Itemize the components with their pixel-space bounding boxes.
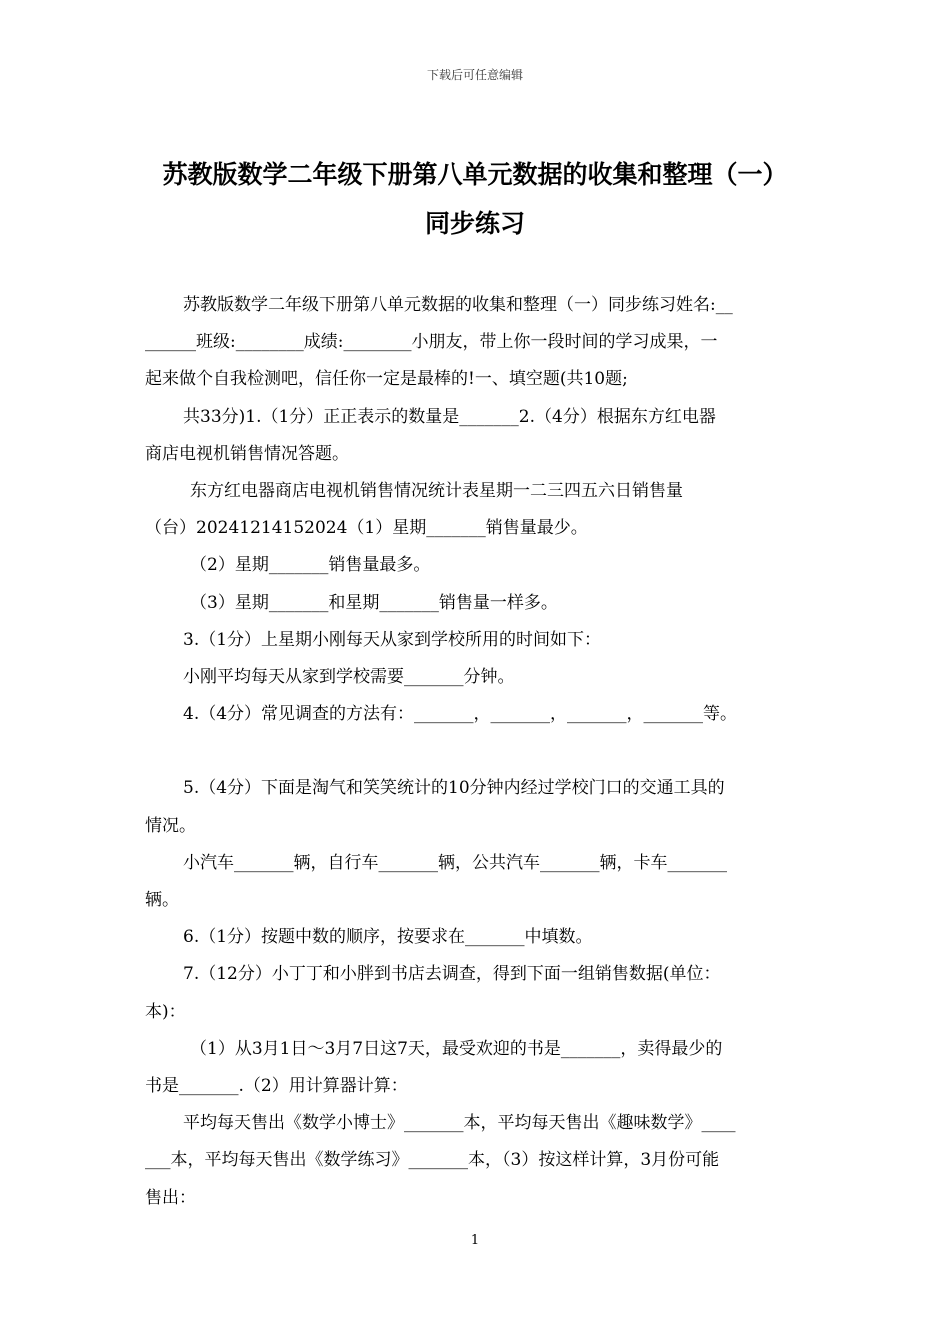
body-line: 书是_______.（2）用计算器计算： [145,1075,408,1096]
body-line: ______班级:________成绩:________小朋友，带上你一段时间的学习成果，一 [145,332,718,353]
document-body [145,287,807,1217]
body-line: 7.（12分）小丁丁和小胖到书店去调查，得到下面一组销售数据(单位： [183,964,721,985]
body-line: 3.（1分）上星期小刚每天从家到学校所用的时间如下： [183,629,602,650]
body-line: 平均每天售出《数学小博士》_______本，平均每天售出《趣味数学》____ [183,1113,736,1134]
body-line: （2）星期_______销售量最多。 [190,555,431,576]
body-line: 东方红电器商店电视机销售情况统计表星期一二三四五六日销售量 [190,480,683,501]
body-line: 共33分)1.（1分）正正表示的数量是_______2.（4分）根据东方红电器 [183,406,716,427]
body-line: ___本，平均每天售出《数学练习》_______本，（3）按这样计算，3月份可能 [145,1150,720,1171]
body-line: 售出： [145,1187,196,1208]
body-line: 小刚平均每天从家到学校需要_______分钟。 [183,666,515,687]
header-watermark: 下载后可任意编辑 [426,68,523,82]
body-line: （台）20241214152024（1）星期_______销售量最少。 [145,518,588,539]
body-line: 苏教版数学二年级下册第八单元数据的收集和整理（一）同步练习姓名:__ [183,295,733,315]
body-line: 商店电视机销售情况答题。 [145,443,349,464]
document-title-line-1: 苏教版数学二年级下册第八单元数据的收集和整理（一） [162,160,788,189]
body-line: 5.（4分）下面是淘气和笑笑统计的10分钟内经过学校门口的交通工具的 [183,778,725,799]
page-number: 1 [470,1233,480,1248]
body-line: 小汽车_______辆，自行车_______辆，公共汽车_______辆，卡车_______ [183,852,727,873]
blank-line [145,733,807,770]
body-line: 4.（4分）常见调查的方法有：_______，_______，_______，_______等。 [183,704,738,725]
body-line: （1）从3月1日～3月7日这7天，最受欢迎的书是_______，卖得最少的 [190,1038,723,1059]
body-line: 本)： [145,1001,186,1022]
body-line: 6.（1分）按题中数的顺序，按要求在_______中填数。 [183,927,593,948]
body-line: 起来做个自我检测吧，信任你一定是最棒的!一、填空题(共10题; [145,369,628,390]
document-title-line-2: 同步练习 [424,209,525,238]
body-line: 情况。 [145,815,196,836]
body-line: （3）星期_______和星期_______销售量一样多。 [190,592,558,613]
body-line: 辆。 [145,890,179,910]
